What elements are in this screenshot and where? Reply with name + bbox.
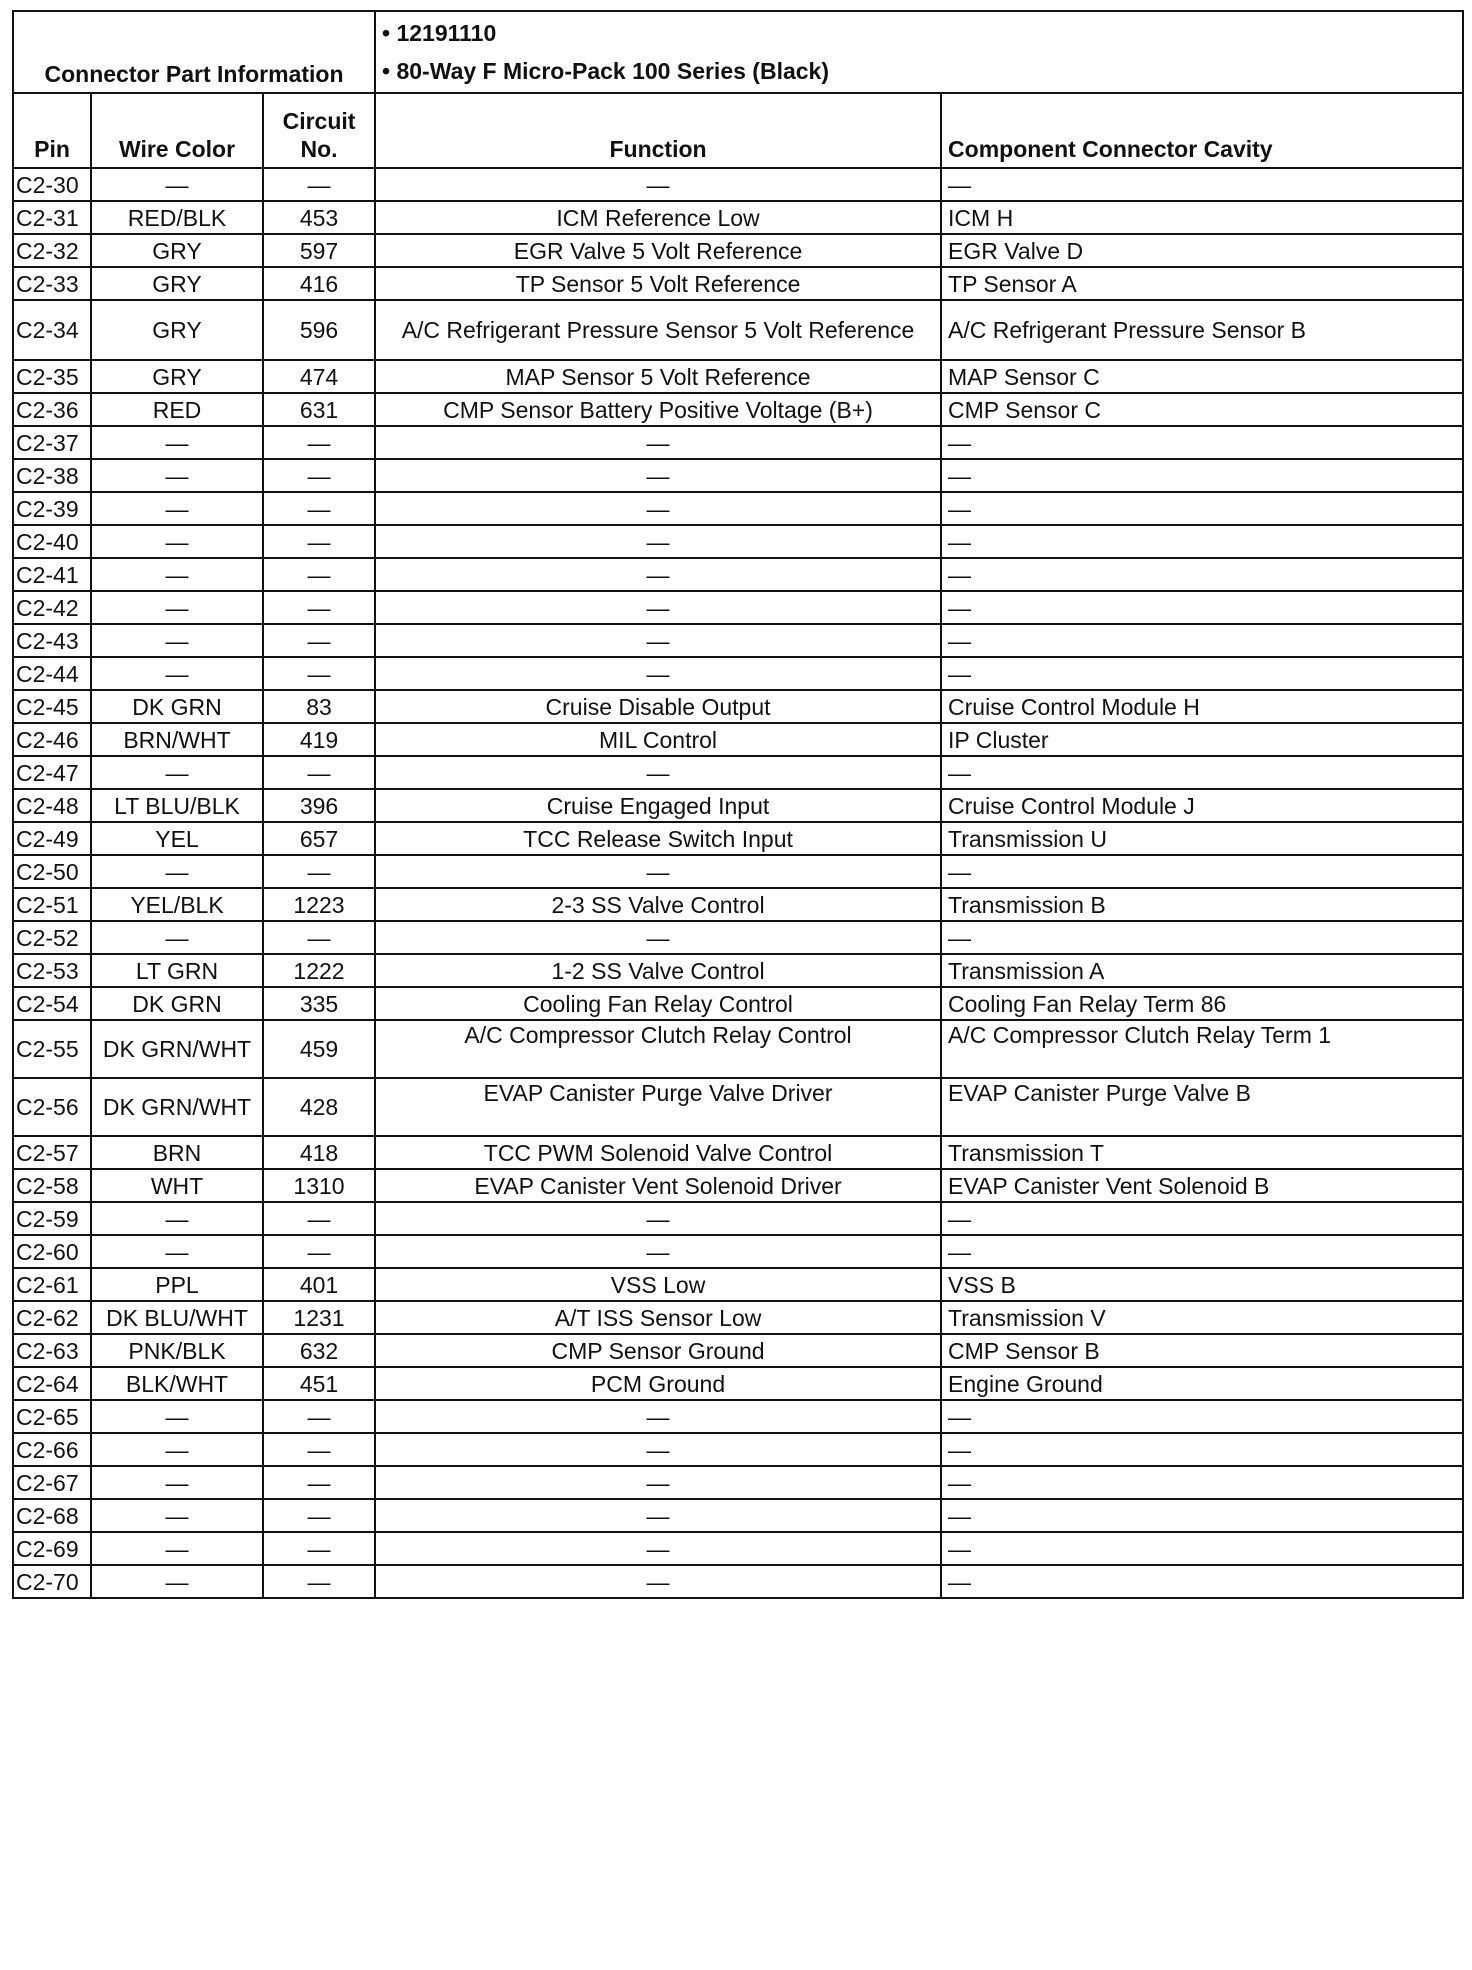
table-row (13, 201, 1463, 234)
pin-cell: C2-49 (13, 822, 91, 855)
cavity-cell: — (941, 1532, 1463, 1565)
wire-color-cell: — (91, 1235, 263, 1268)
circuit-no-cell: — (263, 1400, 375, 1433)
circuit-no-cell: — (263, 591, 375, 624)
table-row (13, 1532, 1463, 1565)
function-cell: Cruise Engaged Input (375, 789, 941, 822)
circuit-no-cell: 631 (263, 393, 375, 426)
function-cell: — (375, 1202, 941, 1235)
part-number-item: • 12191110 (382, 20, 497, 46)
table-row (13, 954, 1463, 987)
pin-cell: C2-45 (13, 690, 91, 723)
pin-cell: C2-67 (13, 1466, 91, 1499)
wire-color-cell: — (91, 1532, 263, 1565)
function-cell: — (375, 426, 941, 459)
circuit-no-cell: 1310 (263, 1169, 375, 1202)
pin-cell: C2-44 (13, 657, 91, 690)
table-row (13, 723, 1463, 756)
wire-color-cell: — (91, 1499, 263, 1532)
cavity-cell: — (941, 1565, 1463, 1598)
table-row (13, 300, 1463, 360)
circuit-no-cell: — (263, 855, 375, 888)
function-cell: — (375, 1433, 941, 1466)
circuit-no-cell: — (263, 1532, 375, 1565)
function-cell: — (375, 1565, 941, 1598)
column-header-function: Function (375, 93, 941, 168)
pin-cell: C2-43 (13, 624, 91, 657)
wire-color-cell: GRY (91, 360, 263, 393)
circuit-no-cell: — (263, 426, 375, 459)
wire-color-cell: GRY (91, 300, 263, 360)
function-cell: TCC Release Switch Input (375, 822, 941, 855)
pin-cell: C2-40 (13, 525, 91, 558)
table-row (13, 1078, 1463, 1136)
pin-cell: C2-62 (13, 1301, 91, 1334)
table-row (13, 888, 1463, 921)
wire-color-cell: DK GRN/WHT (91, 1078, 263, 1136)
function-cell: — (375, 1466, 941, 1499)
function-cell: — (375, 1400, 941, 1433)
wire-color-cell: PPL (91, 1268, 263, 1301)
wire-color-cell: — (91, 1466, 263, 1499)
table-row (13, 1334, 1463, 1367)
cavity-cell: IP Cluster (941, 723, 1463, 756)
pin-cell: C2-34 (13, 300, 91, 360)
pin-cell: C2-31 (13, 201, 91, 234)
pin-cell: C2-63 (13, 1334, 91, 1367)
function-cell: 2-3 SS Valve Control (375, 888, 941, 921)
wire-color-cell: — (91, 426, 263, 459)
cavity-cell: Transmission U (941, 822, 1463, 855)
table-row (13, 1268, 1463, 1301)
wire-color-cell: BRN (91, 1136, 263, 1169)
wire-color-cell: DK BLU/WHT (91, 1301, 263, 1334)
function-cell: A/C Compressor Clutch Relay Control (375, 1020, 941, 1078)
wire-color-cell: WHT (91, 1169, 263, 1202)
cavity-cell: Cruise Control Module J (941, 789, 1463, 822)
pin-cell: C2-30 (13, 168, 91, 201)
wire-color-cell: — (91, 657, 263, 690)
table-row (13, 393, 1463, 426)
table-row (13, 1565, 1463, 1598)
table-row (13, 855, 1463, 888)
cavity-cell: — (941, 855, 1463, 888)
cavity-cell: Cruise Control Module H (941, 690, 1463, 723)
table-row (13, 789, 1463, 822)
pin-cell: C2-58 (13, 1169, 91, 1202)
pin-cell: C2-61 (13, 1268, 91, 1301)
cavity-cell: — (941, 168, 1463, 201)
table-row (13, 624, 1463, 657)
pin-cell: C2-57 (13, 1136, 91, 1169)
pin-cell: C2-68 (13, 1499, 91, 1532)
function-cell: MIL Control (375, 723, 941, 756)
cavity-cell: Transmission B (941, 888, 1463, 921)
cavity-cell: — (941, 1433, 1463, 1466)
cavity-cell: EVAP Canister Purge Valve B (941, 1078, 1463, 1136)
wire-color-cell: — (91, 525, 263, 558)
wire-color-cell: DK GRN/WHT (91, 1020, 263, 1078)
pin-cell: C2-52 (13, 921, 91, 954)
cavity-cell: MAP Sensor C (941, 360, 1463, 393)
pin-cell: C2-41 (13, 558, 91, 591)
column-header-cavity: Component Connector Cavity (941, 93, 1463, 168)
circuit-no-cell: 428 (263, 1078, 375, 1136)
function-cell: — (375, 492, 941, 525)
wire-color-cell: GRY (91, 234, 263, 267)
circuit-no-cell: — (263, 1499, 375, 1532)
table-row (13, 756, 1463, 789)
wire-color-cell: — (91, 855, 263, 888)
pinout-table-body (13, 11, 1463, 1598)
table-row (13, 921, 1463, 954)
wire-color-cell: LT BLU/BLK (91, 789, 263, 822)
wire-color-cell: — (91, 1433, 263, 1466)
wire-color-cell: RED (91, 393, 263, 426)
pin-cell: C2-35 (13, 360, 91, 393)
wire-color-cell: — (91, 591, 263, 624)
function-cell: — (375, 558, 941, 591)
pin-cell: C2-50 (13, 855, 91, 888)
table-row (13, 267, 1463, 300)
cavity-cell: — (941, 492, 1463, 525)
pin-cell: C2-37 (13, 426, 91, 459)
cavity-cell: ICM H (941, 201, 1463, 234)
cavity-cell: — (941, 657, 1463, 690)
wire-color-cell: GRY (91, 267, 263, 300)
cavity-cell: — (941, 1466, 1463, 1499)
circuit-no-cell: 419 (263, 723, 375, 756)
circuit-no-cell: — (263, 1433, 375, 1466)
pin-cell: C2-51 (13, 888, 91, 921)
table-row (13, 492, 1463, 525)
table-row (13, 234, 1463, 267)
table-row (13, 1136, 1463, 1169)
function-cell: PCM Ground (375, 1367, 941, 1400)
connector-info-row (13, 11, 1463, 52)
function-cell: — (375, 1532, 941, 1565)
table-row (13, 1235, 1463, 1268)
table-row (13, 1367, 1463, 1400)
cavity-cell: EVAP Canister Vent Solenoid B (941, 1169, 1463, 1202)
circuit-no-cell: — (263, 1466, 375, 1499)
wire-color-cell: — (91, 756, 263, 789)
pin-cell: C2-48 (13, 789, 91, 822)
pin-cell: C2-69 (13, 1532, 91, 1565)
function-cell: EGR Valve 5 Volt Reference (375, 234, 941, 267)
function-cell: — (375, 756, 941, 789)
function-cell: TCC PWM Solenoid Valve Control (375, 1136, 941, 1169)
table-row (13, 690, 1463, 723)
pin-cell: C2-46 (13, 723, 91, 756)
circuit-no-cell: 396 (263, 789, 375, 822)
cavity-cell: Cooling Fan Relay Term 86 (941, 987, 1463, 1020)
table-row (13, 1202, 1463, 1235)
function-cell: — (375, 459, 941, 492)
table-row (13, 360, 1463, 393)
table-row (13, 558, 1463, 591)
pin-cell: C2-54 (13, 987, 91, 1020)
circuit-no-cell: 83 (263, 690, 375, 723)
pin-cell: C2-70 (13, 1565, 91, 1598)
wire-color-cell: — (91, 1400, 263, 1433)
table-row (13, 426, 1463, 459)
table-row (13, 1499, 1463, 1532)
circuit-no-cell: — (263, 525, 375, 558)
cavity-cell: — (941, 426, 1463, 459)
circuit-no-cell: — (263, 756, 375, 789)
cavity-cell: — (941, 756, 1463, 789)
cavity-cell: — (941, 1400, 1463, 1433)
circuit-no-cell: 1222 (263, 954, 375, 987)
circuit-no-cell: 459 (263, 1020, 375, 1078)
wire-color-cell: — (91, 459, 263, 492)
pin-cell: C2-56 (13, 1078, 91, 1136)
pin-cell: C2-66 (13, 1433, 91, 1466)
cavity-cell: VSS B (941, 1268, 1463, 1301)
circuit-no-cell: — (263, 459, 375, 492)
circuit-no-cell: — (263, 921, 375, 954)
table-row (13, 459, 1463, 492)
function-cell: EVAP Canister Vent Solenoid Driver (375, 1169, 941, 1202)
wire-color-cell: — (91, 558, 263, 591)
wire-color-cell: DK GRN (91, 690, 263, 723)
wire-color-cell: — (91, 492, 263, 525)
table-row (13, 1466, 1463, 1499)
cavity-cell: — (941, 921, 1463, 954)
cavity-cell: — (941, 525, 1463, 558)
pin-cell: C2-47 (13, 756, 91, 789)
connector-part-numbers (375, 11, 1463, 93)
function-cell: TP Sensor 5 Volt Reference (375, 267, 941, 300)
wire-color-cell: RED/BLK (91, 201, 263, 234)
wire-color-cell: DK GRN (91, 987, 263, 1020)
column-header-row (13, 93, 1463, 168)
function-cell: ICM Reference Low (375, 201, 941, 234)
circuit-no-cell: — (263, 492, 375, 525)
cavity-cell: Transmission T (941, 1136, 1463, 1169)
table-row (13, 525, 1463, 558)
circuit-no-cell: 401 (263, 1268, 375, 1301)
wire-color-cell: BRN/WHT (91, 723, 263, 756)
function-cell: A/C Refrigerant Pressure Sensor 5 Volt Reference (375, 300, 941, 360)
cavity-cell: — (941, 1202, 1463, 1235)
wire-color-cell: PNK/BLK (91, 1334, 263, 1367)
function-cell: — (375, 624, 941, 657)
circuit-no-cell: — (263, 558, 375, 591)
circuit-no-cell: 335 (263, 987, 375, 1020)
wire-color-cell: LT GRN (91, 954, 263, 987)
circuit-no-cell: — (263, 1235, 375, 1268)
cavity-cell: CMP Sensor B (941, 1334, 1463, 1367)
function-cell: A/T ISS Sensor Low (375, 1301, 941, 1334)
function-cell: — (375, 525, 941, 558)
function-cell: CMP Sensor Ground (375, 1334, 941, 1367)
wire-color-cell: — (91, 624, 263, 657)
circuit-no-cell: 416 (263, 267, 375, 300)
circuit-no-cell: — (263, 1202, 375, 1235)
pin-cell: C2-39 (13, 492, 91, 525)
column-header-wire-color: Wire Color (91, 93, 263, 168)
table-row (13, 168, 1463, 201)
connector-pinout-table (12, 10, 1464, 1599)
function-cell: — (375, 1499, 941, 1532)
circuit-no-cell: — (263, 168, 375, 201)
cavity-cell: — (941, 591, 1463, 624)
circuit-no-cell: — (263, 624, 375, 657)
pin-cell: C2-38 (13, 459, 91, 492)
pin-cell: C2-33 (13, 267, 91, 300)
circuit-no-cell: 632 (263, 1334, 375, 1367)
pin-cell: C2-65 (13, 1400, 91, 1433)
pin-cell: C2-59 (13, 1202, 91, 1235)
function-cell: — (375, 168, 941, 201)
function-cell: — (375, 921, 941, 954)
cavity-cell: Transmission A (941, 954, 1463, 987)
table-row (13, 1169, 1463, 1202)
circuit-no-cell: 1223 (263, 888, 375, 921)
cavity-cell: EGR Valve D (941, 234, 1463, 267)
table-row (13, 1433, 1463, 1466)
circuit-no-cell: 418 (263, 1136, 375, 1169)
cavity-cell: TP Sensor A (941, 267, 1463, 300)
function-cell: Cooling Fan Relay Control (375, 987, 941, 1020)
part-number-item: • 80-Way F Micro-Pack 100 Series (Black) (382, 58, 829, 84)
function-cell: 1-2 SS Valve Control (375, 954, 941, 987)
wire-color-cell: YEL/BLK (91, 888, 263, 921)
wire-color-cell: BLK/WHT (91, 1367, 263, 1400)
table-row (13, 1400, 1463, 1433)
cavity-cell: — (941, 558, 1463, 591)
table-row (13, 822, 1463, 855)
pin-cell: C2-64 (13, 1367, 91, 1400)
circuit-no-cell: — (263, 657, 375, 690)
table-row (13, 591, 1463, 624)
function-cell: — (375, 1235, 941, 1268)
wire-color-cell: — (91, 1565, 263, 1598)
function-cell: Cruise Disable Output (375, 690, 941, 723)
pin-cell: C2-42 (13, 591, 91, 624)
circuit-no-cell: 453 (263, 201, 375, 234)
cavity-cell: Engine Ground (941, 1367, 1463, 1400)
function-cell: — (375, 657, 941, 690)
function-cell: CMP Sensor Battery Positive Voltage (B+) (375, 393, 941, 426)
function-cell: — (375, 591, 941, 624)
circuit-no-cell: 597 (263, 234, 375, 267)
cavity-cell: — (941, 1235, 1463, 1268)
pin-cell: C2-60 (13, 1235, 91, 1268)
pin-cell: C2-36 (13, 393, 91, 426)
function-cell: — (375, 855, 941, 888)
wire-color-cell: — (91, 168, 263, 201)
table-row (13, 657, 1463, 690)
circuit-no-cell: — (263, 1565, 375, 1598)
pin-cell: C2-32 (13, 234, 91, 267)
table-row (13, 1020, 1463, 1078)
wire-color-cell: YEL (91, 822, 263, 855)
circuit-no-cell: 474 (263, 360, 375, 393)
table-row (13, 987, 1463, 1020)
column-header-circuit-no: Circuit No. (263, 93, 375, 168)
circuit-no-cell: 451 (263, 1367, 375, 1400)
wire-color-cell: — (91, 921, 263, 954)
cavity-cell: A/C Compressor Clutch Relay Term 1 (941, 1020, 1463, 1078)
circuit-no-cell: 1231 (263, 1301, 375, 1334)
cavity-cell: — (941, 1499, 1463, 1532)
table-row (13, 1301, 1463, 1334)
pin-cell: C2-55 (13, 1020, 91, 1078)
cavity-cell: A/C Refrigerant Pressure Sensor B (941, 300, 1463, 360)
function-cell: VSS Low (375, 1268, 941, 1301)
circuit-no-cell: 657 (263, 822, 375, 855)
cavity-cell: Transmission V (941, 1301, 1463, 1334)
circuit-no-cell: 596 (263, 300, 375, 360)
cavity-cell: — (941, 624, 1463, 657)
cavity-cell: CMP Sensor C (941, 393, 1463, 426)
cavity-cell: — (941, 459, 1463, 492)
connector-part-info-label: Connector Part Information (13, 11, 375, 93)
pin-cell: C2-53 (13, 954, 91, 987)
function-cell: EVAP Canister Purge Valve Driver (375, 1078, 941, 1136)
column-header-pin: Pin (13, 93, 91, 168)
function-cell: MAP Sensor 5 Volt Reference (375, 360, 941, 393)
wire-color-cell: — (91, 1202, 263, 1235)
